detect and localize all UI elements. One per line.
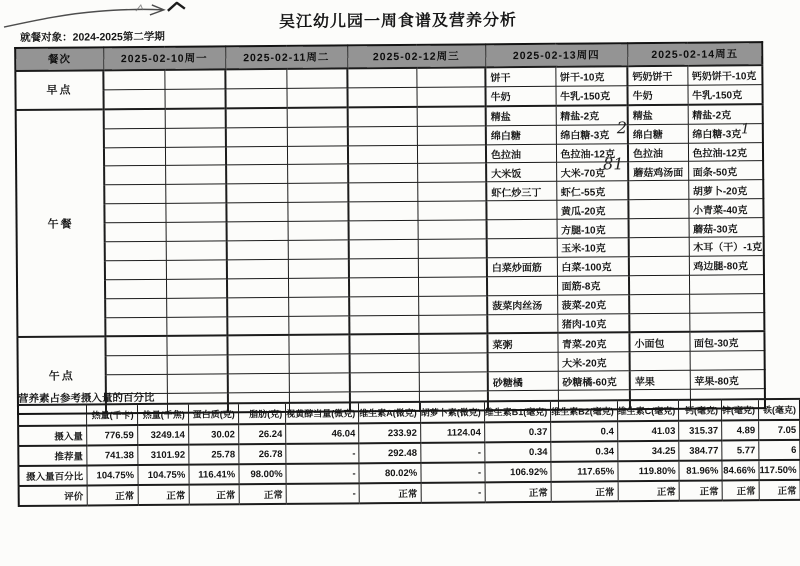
dish-name-cell [226, 184, 287, 203]
nutrient-value-cell: 80.02% [359, 463, 421, 483]
dish-name-cell [227, 297, 288, 316]
dish-name-cell [105, 298, 166, 317]
nutrient-value-cell: 776.59 [86, 425, 137, 445]
dish-amount-cell [417, 106, 486, 126]
dish-amount-cell: 苹果-80克 [690, 370, 766, 389]
nutrient-value-cell: - [421, 462, 485, 483]
dish-name-cell [104, 204, 165, 223]
dish-amount-cell [165, 146, 226, 165]
dish-amount-cell: 精盐-2克 [556, 105, 628, 125]
dish-name-cell: 牛奶 [485, 86, 555, 106]
dish-amount-cell [287, 183, 348, 202]
nutrient-value-cell: 0.34 [484, 442, 551, 463]
dish-name-cell [104, 128, 165, 147]
dish-amount-cell [288, 259, 349, 278]
dish-name-cell [349, 296, 418, 315]
dish-name-cell [105, 260, 166, 279]
dish-name-cell [348, 126, 417, 145]
dish-name-cell [348, 107, 417, 127]
nutrition-analysis-table [17, 398, 800, 507]
dish-name-cell [104, 166, 165, 185]
dish-amount-cell: 小青菜-40克 [688, 199, 764, 218]
dish-amount-cell [288, 221, 349, 240]
dish-amount-cell: 菠菜-20克 [557, 294, 629, 313]
dish-amount-cell: 色拉油-12克 [556, 143, 628, 162]
dish-amount-cell [419, 372, 488, 391]
dish-name-cell [348, 164, 417, 183]
dish-amount-cell [166, 279, 227, 298]
dish-name-cell [227, 222, 288, 241]
dish-amount-cell [288, 335, 349, 355]
nutrient-value-cell: 119.80% [618, 461, 680, 481]
dish-amount-cell: 大米-20克 [558, 352, 630, 371]
day-header-cell: 2025-02-13周四 [485, 43, 627, 67]
dish-name-cell [348, 202, 417, 221]
nutrient-value-cell: 1124.04 [420, 422, 484, 443]
dish-name-cell [226, 146, 287, 165]
dish-name-cell [227, 240, 288, 259]
nutrient-value-cell: - [421, 482, 485, 503]
dish-name-cell [349, 315, 418, 335]
nutrient-value-cell: 25.78 [189, 444, 239, 464]
nutrition-corner-cell [18, 404, 86, 426]
dish-amount-cell: 大米-70克 [556, 162, 628, 181]
dish-amount-cell [416, 87, 485, 107]
dish-amount-cell [166, 336, 227, 356]
dish-name-cell [347, 87, 416, 107]
dish-name-cell: 菜粥 [487, 333, 557, 353]
nutrient-value-cell: 81.96% [679, 460, 722, 480]
nutrient-header-cell: 钙(毫克) [679, 399, 722, 420]
dish-name-cell [486, 201, 556, 220]
nutrient-header-cell: 维生素C(毫克) [617, 400, 679, 421]
nutrient-value-cell: 233.92 [359, 423, 421, 443]
nutrient-value-cell: 98.00% [239, 464, 287, 484]
dish-amount-cell [165, 128, 226, 147]
dish-amount-cell [165, 108, 226, 128]
dish-amount-cell [289, 373, 350, 392]
dish-amount-cell: 绵白糖-3克 [556, 124, 628, 143]
dish-amount-cell [288, 240, 349, 259]
nutrient-value-cell: - [286, 443, 359, 464]
dish-amount-cell [417, 163, 486, 182]
dish-amount-cell: 面条-50克 [688, 161, 764, 180]
nutrient-value-cell: 292.48 [359, 443, 421, 463]
handwritten-number: 1 [740, 121, 750, 138]
nutrient-value-cell: 104.75% [87, 465, 138, 485]
nutrient-value-cell: - [286, 463, 359, 484]
day-header-cell: 2025-02-14周五 [627, 42, 763, 66]
nutrient-header-cell: 胡萝卜素(微克) [420, 401, 484, 423]
nutrient-value-cell: 46.04 [286, 423, 359, 444]
dish-amount-cell [417, 125, 486, 144]
nutrient-value-cell: 106.92% [485, 462, 552, 483]
dish-amount-cell [286, 88, 347, 108]
dish-amount-cell [418, 334, 487, 354]
dish-name-cell: 精盐 [486, 106, 556, 126]
dish-amount-cell [690, 351, 766, 370]
nutrient-value-cell: 384.77 [679, 440, 722, 460]
nutrient-value-cell: 正常 [239, 484, 287, 504]
nutrient-header-cell: 视黄醇当量(微克) [286, 402, 359, 424]
dish-name-cell [226, 127, 287, 146]
page-title: 吴江幼儿园一周食谱及营养分析 [278, 12, 518, 31]
dish-name-cell: 牛奶 [627, 85, 687, 105]
dish-amount-cell [689, 293, 765, 312]
meal-section-label: 早点 [15, 70, 103, 109]
nutrient-value-cell: 41.03 [617, 421, 679, 441]
dish-amount-cell [166, 241, 227, 260]
dish-name-cell [104, 109, 165, 129]
dish-name-cell [227, 278, 288, 297]
nutrient-value-cell: 117.65% [551, 461, 618, 482]
meal-section-label: 午点 [17, 337, 106, 414]
dish-name-cell [225, 88, 286, 108]
dish-name-cell [103, 89, 164, 109]
dish-name-cell [104, 185, 165, 204]
dish-amount-cell [418, 220, 487, 239]
dish-amount-cell [417, 201, 486, 220]
dish-amount-cell [287, 107, 348, 127]
dish-name-cell [105, 222, 166, 241]
nutrient-value-cell: - [420, 442, 484, 463]
dish-name-cell [105, 279, 166, 298]
dish-amount-cell [167, 355, 228, 374]
dish-name-cell [106, 356, 167, 375]
nutrient-value-cell: 30.02 [188, 424, 238, 444]
dish-name-cell [487, 219, 557, 238]
nutrient-value-cell: 6 [759, 440, 800, 460]
nutrient-value-cell: 正常 [189, 484, 239, 504]
dish-amount-cell: 黄瓜-20克 [556, 200, 628, 219]
handwritten-number: 2 [616, 118, 628, 138]
dish-amount-cell [418, 258, 487, 277]
dish-name-cell [227, 259, 288, 278]
nutrient-header-cell: 锌(毫克) [721, 399, 758, 420]
nutrient-value-cell: 正常 [87, 485, 138, 505]
dish-name-cell [349, 239, 418, 258]
dish-amount-cell: 饼干-10克 [555, 66, 627, 86]
dish-name-cell: 大米饭 [486, 163, 556, 182]
dish-amount-cell: 胡萝卜-20克 [688, 180, 764, 199]
dish-name-cell [104, 147, 165, 166]
dish-amount-cell: 绵白糖-3克 [688, 123, 764, 142]
nutrient-row-label: 摄入量 [18, 425, 86, 446]
dish-name-cell [105, 241, 166, 260]
nutrient-value-cell: 5.77 [722, 440, 759, 460]
dish-name-cell: 小面包 [629, 332, 689, 352]
dish-amount-cell [418, 239, 487, 258]
nutrient-value-cell: 正常 [759, 480, 800, 500]
dish-amount-cell [287, 202, 348, 221]
dish-name-cell: 精盐 [628, 105, 688, 125]
dish-amount-cell [419, 353, 488, 372]
dish-amount-cell [166, 298, 227, 317]
dish-name-cell [348, 145, 417, 164]
dish-name-cell [225, 69, 286, 89]
dish-amount-cell [416, 67, 485, 87]
dish-name-cell [226, 203, 287, 222]
meal-section-label: 午餐 [16, 109, 106, 337]
dish-name-cell [228, 355, 289, 374]
dish-name-cell [226, 165, 287, 184]
dish-name-cell [629, 294, 689, 313]
dish-name-cell: 苹果 [630, 370, 690, 389]
dish-amount-cell [164, 69, 225, 89]
dish-amount-cell: 色拉油-12克 [688, 142, 764, 161]
dish-amount-cell: 虾仁-55克 [556, 181, 628, 200]
audience-label: 就餐对象：2024-2025第二学期 [20, 30, 165, 44]
nutrient-value-cell: 104.75% [137, 465, 188, 485]
dish-amount-cell [418, 277, 487, 296]
nutrient-value-cell: 正常 [138, 485, 189, 505]
dish-amount-cell: 鸡边腿-80克 [689, 256, 765, 275]
dish-amount-cell [165, 203, 226, 222]
nutrient-value-cell: 84.66% [722, 460, 759, 480]
dish-name-cell [350, 354, 419, 373]
dish-name-cell [226, 108, 287, 128]
dish-amount-cell: 砂糖橘-60克 [558, 371, 630, 390]
meal-column-header: 餐次 [15, 47, 103, 71]
dish-name-cell [228, 374, 289, 393]
dish-name-cell [350, 373, 419, 392]
dish-name-cell [105, 336, 166, 356]
dish-name-cell: 白菜炒面筋 [487, 257, 557, 276]
dish-amount-cell [165, 184, 226, 203]
dish-name-cell [629, 275, 689, 294]
nutrient-value-cell: 3101.92 [137, 445, 188, 465]
dish-amount-cell [166, 222, 227, 241]
dish-name-cell [103, 70, 164, 90]
dish-amount-cell: 面筋-8克 [557, 275, 629, 294]
dish-amount-cell [286, 68, 347, 88]
dish-name-cell [349, 220, 418, 239]
nutrient-header-cell: 脂肪(克) [238, 403, 286, 424]
dish-name-cell [629, 313, 689, 333]
dish-name-cell [630, 352, 690, 371]
dish-name-cell [629, 256, 689, 275]
dish-name-cell: 钙奶饼干 [627, 66, 687, 86]
dish-amount-cell: 牛乳-150克 [687, 85, 763, 105]
dish-name-cell [487, 238, 557, 257]
nutrient-header-cell: 热量(千焦) [137, 404, 188, 425]
nutrient-row-label: 推荐量 [18, 445, 86, 466]
nutrient-value-cell: 34.25 [617, 441, 679, 461]
dish-name-cell: 饼干 [485, 67, 555, 87]
nutrient-value-cell: 正常 [618, 481, 680, 501]
dish-amount-cell [165, 165, 226, 184]
nutrient-value-cell: 0.37 [484, 422, 551, 443]
dish-amount-cell: 钙奶饼干-10克 [687, 65, 763, 85]
dish-amount-cell: 面包-30克 [689, 332, 765, 352]
day-header-cell: 2025-02-12周三 [347, 44, 485, 68]
nutrient-header-cell: 热量(千卡) [86, 404, 137, 425]
dish-name-cell [628, 199, 688, 218]
dish-amount-cell [418, 296, 487, 315]
day-header-cell: 2025-02-11周二 [225, 45, 347, 69]
dish-amount-cell: 精盐-2克 [688, 104, 764, 124]
dish-amount-cell [287, 127, 348, 146]
dish-name-cell [227, 316, 288, 336]
handwritten-number: 81 [603, 154, 624, 174]
nutrient-value-cell: 7.05 [759, 420, 800, 440]
dish-amount-cell [164, 89, 225, 109]
nutrient-value-cell: 4.89 [722, 420, 759, 440]
dish-name-cell: 绵白糖 [486, 125, 556, 144]
nutrient-value-cell: 116.41% [189, 464, 239, 484]
nutrient-header-cell: 铁(毫克) [758, 399, 800, 420]
nutrient-header-cell: 维生素B2(毫克) [551, 400, 618, 422]
dish-amount-cell: 木耳（干）-1克 [689, 237, 765, 256]
dish-name-cell [487, 276, 557, 295]
dish-name-cell: 虾仁炒三丁 [486, 182, 556, 201]
dish-amount-cell: 青菜-20克 [557, 333, 629, 353]
nutrient-value-cell: 315.37 [679, 420, 722, 440]
dish-amount-cell [288, 315, 349, 335]
nutrient-row-label: 评价 [19, 485, 87, 506]
dish-name-cell: 色拉油 [628, 143, 688, 162]
dish-amount-cell [417, 144, 486, 163]
nutrient-value-cell: 26.78 [239, 444, 287, 464]
dish-name-cell [629, 237, 689, 256]
dish-amount-cell [288, 278, 349, 297]
dish-amount-cell: 玉米-10克 [557, 238, 629, 257]
dish-amount-cell [166, 316, 227, 336]
dish-amount-cell [287, 164, 348, 183]
dish-name-cell [487, 314, 557, 334]
dish-name-cell [349, 277, 418, 296]
nutrient-value-cell: 0.34 [551, 441, 618, 462]
dish-name-cell: 绵白糖 [628, 124, 688, 143]
dish-amount-cell: 牛乳-150克 [555, 86, 627, 106]
dish-amount-cell: 猪肉-10克 [557, 313, 629, 333]
nutrient-header-cell: 维生素B1(毫克) [484, 401, 551, 423]
day-header-cell: 2025-02-10周一 [103, 46, 225, 70]
dish-name-cell [629, 218, 689, 237]
dish-amount-cell: 白菜-100克 [557, 257, 629, 276]
dish-name-cell [488, 353, 558, 372]
weekly-menu-table [14, 41, 766, 415]
nutrient-value-cell: 正常 [722, 480, 759, 500]
nutrient-value-cell: 正常 [679, 480, 722, 500]
dish-amount-cell [288, 297, 349, 316]
nutrient-value-cell: 117.50% [759, 460, 800, 480]
nutrient-value-cell: 3249.14 [137, 425, 188, 445]
nutrition-section-title: 营养素占参考摄入量的百分比 [17, 391, 155, 406]
dish-amount-cell [289, 354, 350, 373]
nutrient-value-cell: 正常 [359, 483, 421, 503]
dish-name-cell [349, 258, 418, 277]
dish-amount-cell: 蘑菇-30克 [689, 218, 765, 237]
dish-amount-cell [417, 182, 486, 201]
nutrient-value-cell: 741.38 [86, 445, 137, 465]
dish-amount-cell [689, 312, 765, 332]
dish-amount-cell [689, 274, 765, 293]
dish-name-cell [348, 183, 417, 202]
dish-amount-cell: 方腿-10克 [557, 219, 629, 238]
nutrient-row-label: 摄入量百分比 [18, 465, 86, 486]
nutrient-value-cell: 正常 [551, 481, 618, 502]
nutrient-value-cell: 正常 [485, 482, 552, 503]
nutrient-header-cell: 蛋白质(克) [188, 403, 238, 424]
dish-name-cell: 砂糖橘 [488, 372, 558, 391]
dish-name-cell [628, 181, 688, 200]
dish-amount-cell [287, 145, 348, 164]
dish-name-cell [347, 68, 416, 88]
dish-name-cell [227, 335, 288, 355]
dish-amount-cell [167, 374, 228, 393]
nutrient-value-cell: - [286, 483, 359, 504]
nutrient-header-cell: 维生素A(微克) [359, 402, 421, 423]
dish-amount-cell [418, 314, 487, 334]
nutrient-value-cell: 0.4 [551, 421, 618, 442]
dish-name-cell: 菠菜肉丝汤 [487, 295, 557, 314]
dish-name-cell [349, 334, 418, 354]
dish-name-cell [105, 317, 166, 337]
dish-name-cell: 蘑菇鸡汤面 [628, 162, 688, 181]
dish-name-cell: 色拉油 [486, 144, 556, 163]
dish-amount-cell [166, 260, 227, 279]
nutrient-value-cell: 26.24 [238, 424, 286, 444]
